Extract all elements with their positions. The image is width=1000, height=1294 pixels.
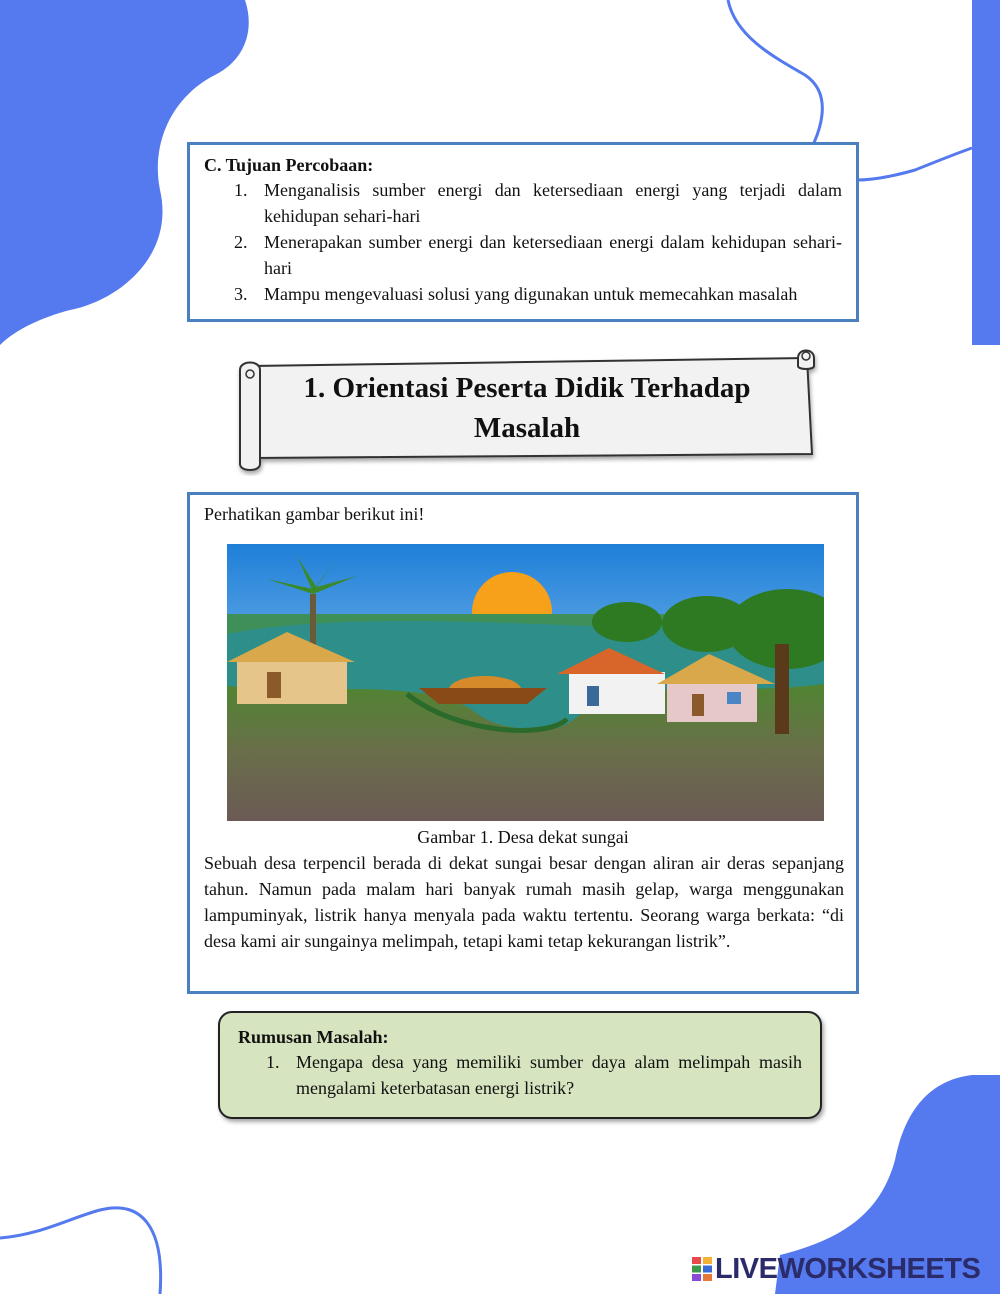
objectives-panel — [187, 142, 859, 322]
item-number: 1. — [234, 180, 248, 200]
figure-caption: Gambar 1. Desa dekat sungai — [417, 827, 629, 847]
problem-heading: Rumusan Masalah: — [238, 1027, 389, 1047]
intro-text: Perhatikan gambar berikut ini! — [204, 504, 425, 524]
right-edge-band — [972, 0, 1000, 345]
objectives-list — [204, 177, 842, 307]
list-item — [204, 229, 842, 281]
brand-name: LIVEWORKSHEETS — [715, 1252, 981, 1285]
list-item — [204, 177, 842, 229]
title-line-1: 1. Orientasi Peserta Didik Terhadap — [303, 372, 751, 404]
story-paragraph: Sebuah desa terpencil berada di dekat sungai besar dengan aliran air deras sepanjang tahun. Namun pada malam hari banyak rumah masih gelap, warga menggunakan lampuminyak, listrik hanya menyala pada waktu tertentu. Seorang warga berkata: “di desa kami air sungainya melimpah, tetapi kami tetap kekurangan listrik”. — [204, 853, 844, 951]
item-number: 3. — [234, 284, 248, 304]
item-text: Mampu mengevaluasi solusi yang digunakan untuk memecahkan masalah — [264, 284, 798, 304]
list-item — [238, 1049, 802, 1101]
item-number: 2. — [234, 232, 248, 252]
liveworksheets-logo-icon — [692, 1257, 712, 1281]
title-line-2: Masalah — [473, 412, 581, 444]
list-item — [204, 281, 842, 307]
item-text: Mengapa desa yang memiliki sumber daya alam melimpah masih mengalami keterbatasan energi listrik? — [296, 1052, 802, 1098]
item-number: 1. — [266, 1052, 280, 1072]
item-text: Menganalisis sumber energi dan ketersediaan energi yang terjadi dalam kehidupan sehari-hari — [264, 180, 842, 226]
brand-watermark — [692, 1254, 980, 1284]
story-panel — [187, 492, 859, 994]
problem-list — [238, 1049, 802, 1101]
village-river-illustration — [227, 544, 824, 821]
objectives-heading: C. Tujuan Percobaan: — [204, 155, 374, 175]
problem-panel — [218, 1011, 822, 1119]
bottom-left-wave — [0, 1208, 161, 1294]
item-text: Menerapakan sumber energi dan ketersediaan energi dalam kehidupan sehari-hari — [264, 232, 842, 278]
page-title — [282, 368, 772, 448]
section-banner — [232, 346, 822, 476]
